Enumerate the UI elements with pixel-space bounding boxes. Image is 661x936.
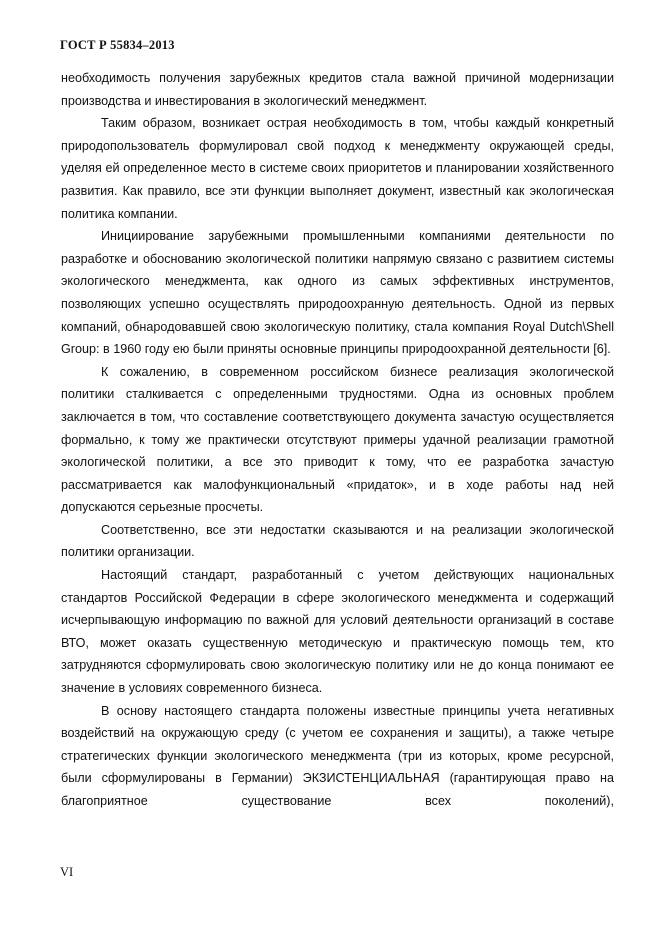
paragraph-principles: В основу настоящего стандарта положены известные принципы учета негативных воздействий на окружающую среду (с учетом ее сохранения и защиты), а также четыре стратегических функции экологического менеджмента (три из которых, кроме ресурсной, были сформулированы в Германии) ЭКЗИСТЕНЦИАЛЬНАЯ (гарантирующая право на благоприятное существование всех поколений), (61, 703, 614, 808)
paragraph-foreign-companies: Инициирование зарубежными промышленными компаниями деятельности по разработке и обоснованию экологической политики напрямую связано с развитием системы экологического менеджмента, как одного из самых эффективных инструментов, позволяющих успешно осуществлять природоохранную деятельность. Одной из первых компаний, обнародовавшей свою экологическую политику, стала компания Royal Dutch\Shell Group: в 1960 году ею были приняты основные принципы природоохранной деятельности [6]. (61, 229, 614, 357)
paragraph-this-standard: Настоящий стандарт, разработанный с учетом действующих национальных стандартов Российской Федерации в сфере экологического менеджмента и содержащий исчерпывающую информацию по важной для условий деятельности организаций в составе ВТО, может оказать существенную методическую и практическую помощь тем, кто затрудняются сформулировать свою экологическую политику или не до конца понимают ее значение в условиях современного бизнеса. (61, 568, 614, 696)
paragraph-russian-business: К сожалению, в современном российском бизнесе реализация экологической политики сталкивается с определенными трудностями. Одна из основных проблем заключается в том, что составление соответствующего документа зачастую осуществляется формально, к тому же практически отсутствуют примеры удачной реализации грамотной экологической политики, а все это приводит к тому, что ее разработка зачастую рассматривается как малофункциональный «придаток», и в ходе работы над ней допускаются серьезные просчеты. (61, 364, 614, 515)
paragraph-shortcomings: Соответственно, все эти недостатки сказываются и на реализации экологической политики организации. (61, 522, 614, 560)
page-number: VI (60, 865, 74, 879)
page-header-standard-number: ГОСТ Р 55834–2013 (60, 38, 175, 52)
paragraph-ecological-policy-need: Таким образом, возникает острая необходимость в том, чтобы каждый конкретный природопользователь формулировал свой подход к менеджменту окружающей среды, уделяя ей определенное место в системе своих приоритетов и планировании хозяйственного развития. Как правило, все эти функции выполняет документ, известный как экологическая политика компании. (61, 116, 614, 221)
paragraph-continuation: необходимость получения зарубежных кредитов стала важной причиной модернизации производства и инвестирования в экологический менеджмент. (61, 71, 614, 108)
document-body (61, 67, 614, 813)
